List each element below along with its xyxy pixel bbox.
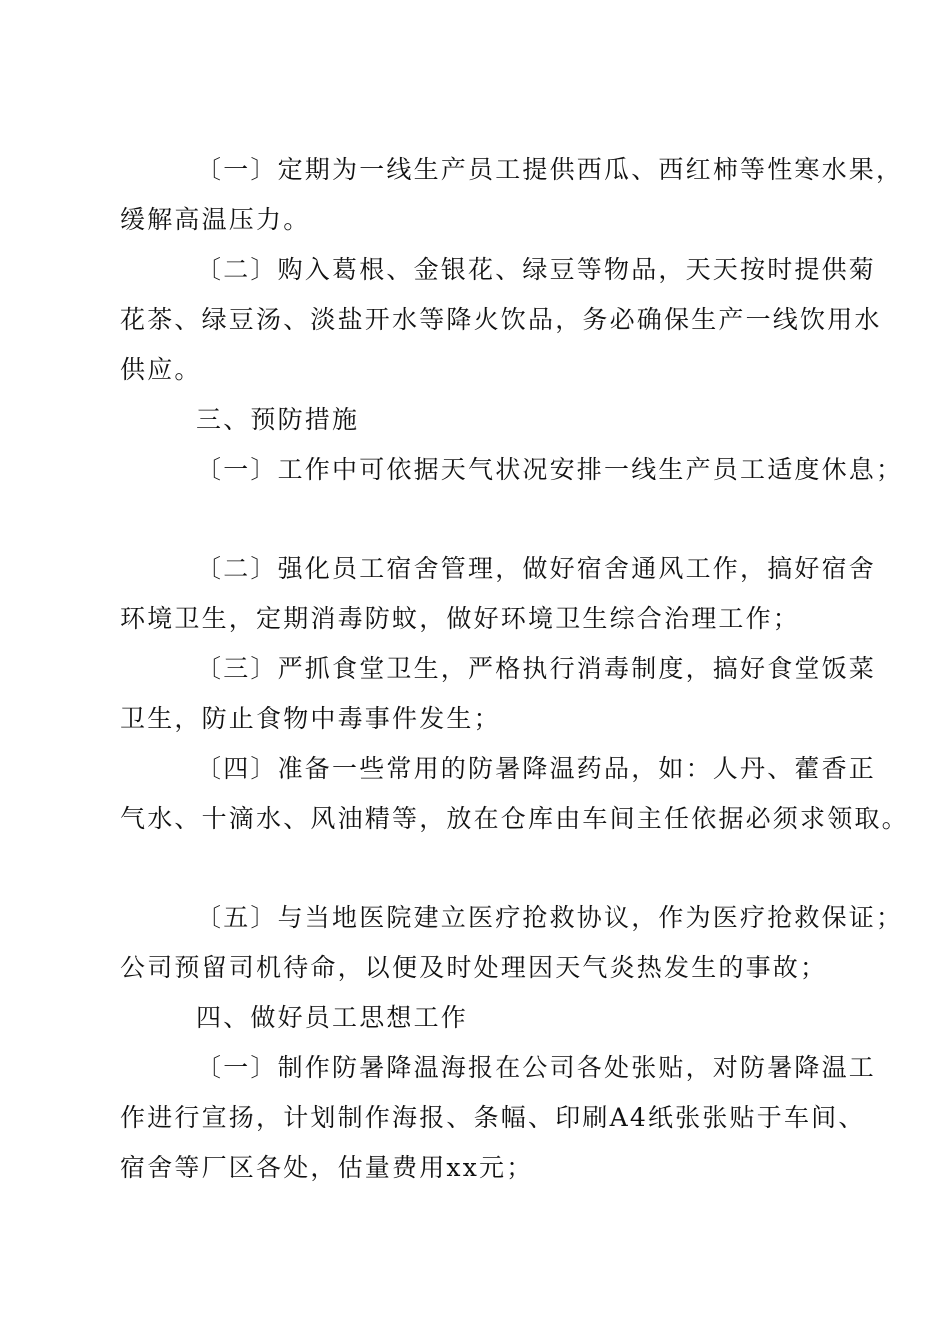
text-line: 〔五〕与当地医院建立医疗抢救协议，作为医疗抢救保证； (196, 903, 904, 932)
text-line: 〔三〕严抓食堂卫生，严格执行消毒制度，搞好食堂饭菜 (196, 654, 877, 683)
text-line: 〔二〕强化员工宿舍管理，做好宿舍通风工作，搞好宿舍 (196, 554, 877, 583)
text-line: 〔一〕制作防暑降温海报在公司各处张贴，对防暑降温工 (196, 1053, 877, 1082)
text-line: 宿舍等厂区各处，估量费用xx元； (120, 1153, 534, 1182)
text-line: 气水、十滴水、风油精等，放在仓库由车间主任依据必须求领取。 (120, 804, 909, 833)
text-line: 〔一〕工作中可依据天气状况安排一线生产员工适度休息； (196, 455, 904, 484)
text-line: 环境卫生，定期消毒防蚊，做好环境卫生综合治理工作； (120, 604, 801, 633)
text-line: 卫生，防止食物中毒事件发生； (120, 704, 501, 733)
section-heading: 三、预防措施 (196, 405, 360, 434)
text-line: 公司预留司机待命，以便及时处理因天气炎热发生的事故； (120, 953, 828, 982)
section-heading: 四、做好员工思想工作 (196, 1003, 469, 1032)
text-line: 供应。 (120, 355, 202, 384)
text-line: 缓解高温压力。 (120, 205, 311, 234)
text-line: 花茶、绿豆汤、淡盐开水等降火饮品，务必确保生产一线饮用水 (120, 305, 882, 334)
text-line: 〔四〕准备一些常用的防暑降温药品，如：人丹、藿香正 (196, 754, 877, 783)
text-line: 〔二〕购入葛根、金银花、绿豆等物品，天天按时提供菊 (196, 255, 877, 284)
text-line: 作进行宣扬，计划制作海报、条幅、印刷A4纸张张贴于车间、 (120, 1103, 866, 1132)
text-line: 〔一〕定期为一线生产员工提供西瓜、西红柿等性寒水果， (196, 155, 904, 184)
